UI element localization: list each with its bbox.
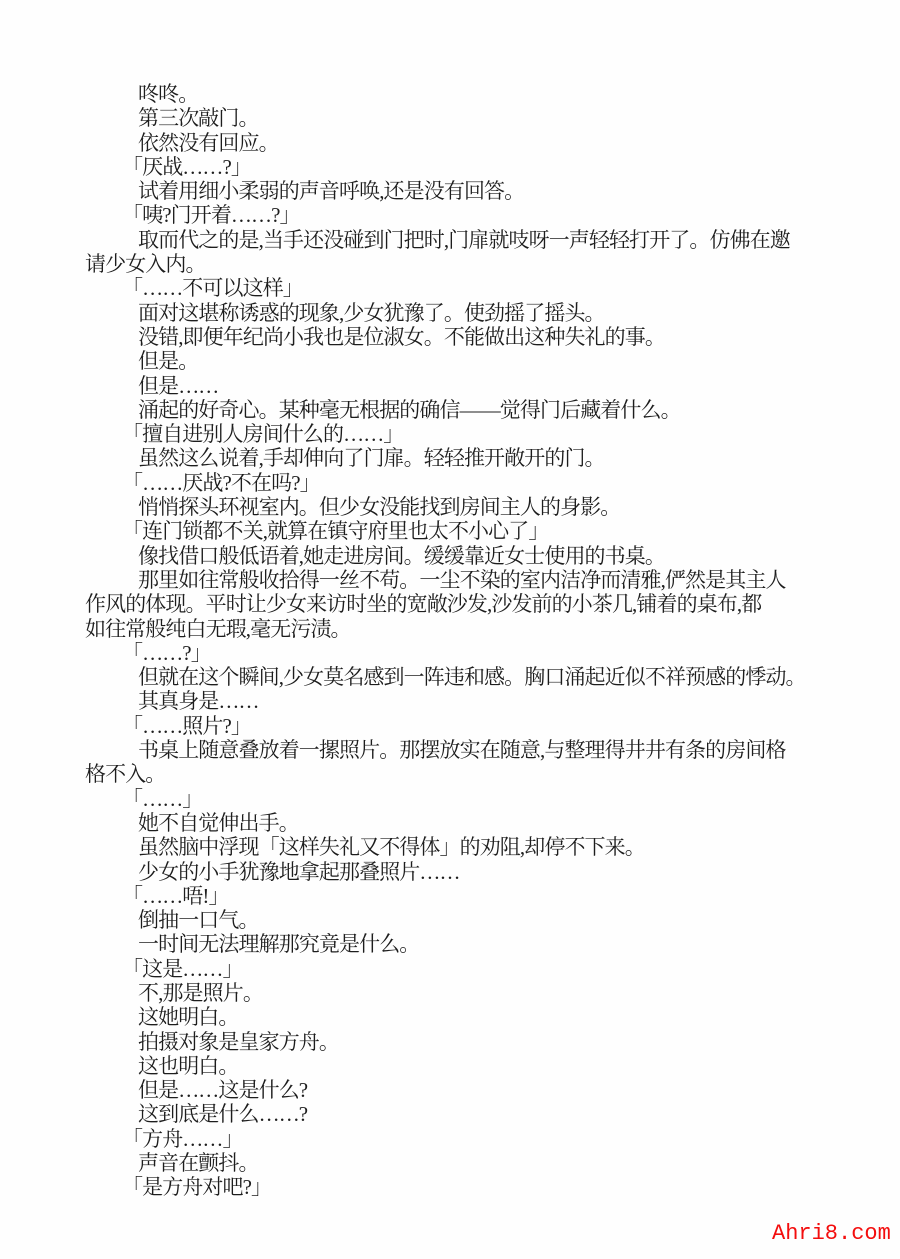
text-line: 这她明白。 — [138, 1005, 239, 1030]
text-line: 如往常般纯白无瑕,毫无污渍。 — [85, 616, 351, 641]
text-line: 虽然脑中浮现「这样失礼又不得体」的劝阻,却停不下来。 — [138, 835, 645, 860]
text-line: 第三次敲门。 — [138, 106, 259, 131]
text-line: 她不自觉伸出手。 — [138, 810, 299, 835]
text-line: 虽然这么说着,手却伸向了门扉。轻轻推开敞开的门。 — [138, 446, 605, 471]
text-line: 涌起的好奇心。某种毫无根据的确信——觉得门后藏着什么。 — [138, 397, 681, 422]
text-line: 依然没有回应。 — [138, 130, 279, 155]
text-line: 这也明白。 — [138, 1053, 239, 1078]
text-line: 咚咚。 — [138, 82, 199, 106]
text-line: 作风的体现。平时让少女来访时坐的宽敞沙发,沙发前的小茶几,铺着的桌布,都 — [85, 592, 762, 617]
text-line: 「咦?门开着……?」 — [122, 203, 300, 228]
body-text — [85, 82, 830, 1200]
text-line: 取而代之的是,当手还没碰到门把时,门扉就吱呀一声轻轻打开了。仿佛在邀 — [138, 227, 790, 252]
text-line: 面对这堪称诱惑的现象,少女犹豫了。使劲摇了摇头。 — [138, 300, 605, 325]
text-line: 倒抽一口气。 — [138, 908, 259, 933]
watermark: Ahri8.com — [772, 1221, 891, 1246]
text-line: 「……?」 — [122, 640, 211, 665]
text-line: 格不入。 — [85, 762, 166, 787]
text-line: 悄悄探头环视室内。但少女没能找到房间主人的身影。 — [138, 495, 621, 520]
text-line: 「……唔!」 — [122, 883, 229, 908]
text-line: 「……厌战?不在吗?」 — [122, 470, 320, 495]
text-line: 「连门锁都不关,就算在镇守府里也太不小心了」 — [122, 519, 549, 544]
text-line: 「……」 — [122, 786, 203, 811]
text-line: 但就在这个瞬间,少女莫名感到一阵违和感。胸口涌起近似不祥预感的悸动。 — [138, 665, 806, 690]
text-line: 「这是……」 — [122, 956, 243, 981]
text-line: 声音在颤抖。 — [138, 1151, 259, 1176]
text-line: 书桌上随意叠放着一摞照片。那摆放实在随意,与整理得井井有条的房间格 — [138, 738, 786, 763]
text-line: 但是…… — [138, 373, 219, 398]
text-line: 「方舟……」 — [122, 1126, 243, 1151]
text-line: 请少女入内。 — [85, 252, 206, 277]
text-line: 其真身是…… — [138, 689, 259, 714]
text-line: 「擅自进别人房间什么的……」 — [122, 422, 404, 447]
text-line: 「……照片?」 — [122, 713, 252, 738]
text-line: 「厌战……?」 — [122, 154, 252, 179]
text-line: 这到底是什么……? — [138, 1102, 308, 1127]
text-line: 「是方舟对吧?」 — [122, 1175, 272, 1200]
text-line: 拍摄对象是皇家方舟。 — [138, 1029, 339, 1054]
text-line: 那里如往常般收拾得一丝不苟。一尘不染的室内洁净而清雅,俨然是其主人 — [138, 567, 786, 592]
text-line: 一时间无法理解那究竟是什么。 — [138, 932, 420, 957]
text-line: 但是……这是什么? — [138, 1078, 308, 1103]
text-line: 没错,即便年纪尚小我也是位淑女。不能做出这种失礼的事。 — [138, 324, 665, 349]
text-line: 但是。 — [138, 349, 199, 374]
text-line: 少女的小手犹豫地拿起那叠照片…… — [138, 859, 460, 884]
text-line: 试着用细小柔弱的声音呼唤,还是没有回答。 — [138, 179, 525, 204]
text-line: 像找借口般低语着,她走进房间。缓缓靠近女士使用的书桌。 — [138, 543, 665, 568]
text-line: 「……不可以这样」 — [122, 276, 303, 301]
text-line: 不,那是照片。 — [138, 980, 263, 1005]
